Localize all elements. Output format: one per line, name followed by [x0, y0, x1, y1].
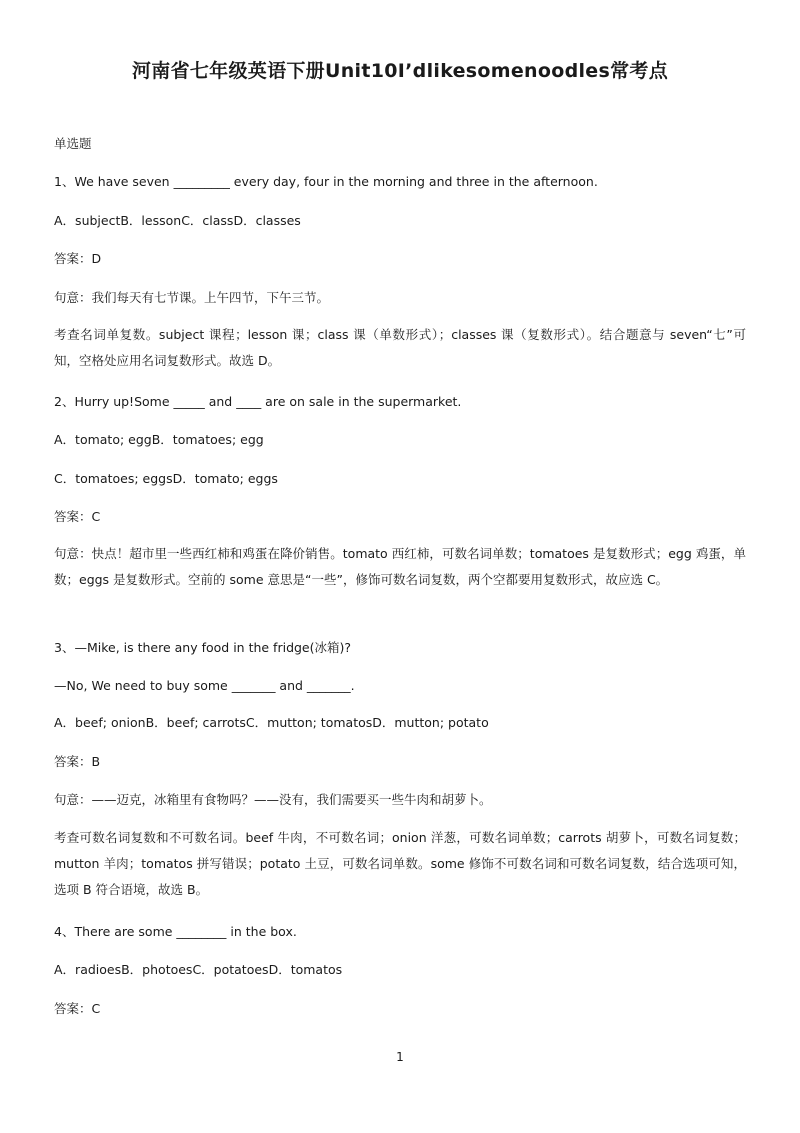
question-4-answer: 答案：C [54, 1001, 101, 1016]
question-2-answer: 答案：C [54, 509, 101, 524]
question-3: 3、—Mike, is there any food in the fridge(冰箱)? [54, 640, 352, 655]
question-4-options: A．radioesB．photoesC．potatoesD．tomatos [54, 962, 343, 977]
question-2-options-line2: C．tomatoes; eggsD．tomato; eggs [54, 471, 278, 486]
question-1-answer: 答案：D [54, 251, 102, 266]
section-label: 单选题 [54, 136, 92, 151]
question-2: 2、Hurry up!Some _____ and ____ are on sale in the supermarket. [54, 394, 462, 409]
page-title: 河南省七年级英语下册Unit10I’dlikesomenoodles常考点 [131, 60, 668, 82]
question-3-meaning: 句意：——迈克，冰箱里有食物吗？——没有，我们需要买一些牛肉和胡萝卜。 [54, 792, 492, 807]
question-1-options: A．subjectB．lessonC．classD．classes [54, 213, 301, 228]
question-1-analysis: 考查名词单复数。subject 课程；lesson 课；class 课（单数形式）；classes 课（复数形式）。结合题意与 seven“七”可知，空格处应用名词复数形式。故选 D。 [54, 327, 746, 368]
question-3-analysis: 考查可数名词复数和不可数名词。beef 牛肉，不可数名词；onion 洋葱，可数名词单数；carrots 胡萝卜，可数名词复数；mutton 羊肉；tomatos 拼写错误；potato 土豆，可数名词单数。some 修饰不可数名词和可数名词复数，结合选项可知，选项 B 符合语境，故选 B。 [54, 830, 746, 897]
question-3-answer: 答案：B [54, 754, 101, 769]
question-4: 4、There are some ________ in the box. [54, 924, 297, 939]
question-1-meaning: 句意：我们每天有七节课。上午四节，下午三节。 [54, 290, 330, 305]
question-3-line2: —No, We need to buy some _______ and _______. [54, 678, 355, 693]
page-number: 1 [396, 1050, 404, 1064]
question-2-options-line1: A．tomato; eggB．tomatoes; egg [54, 432, 264, 447]
question-2-meaning: 句意：快点！超市里一些西红柿和鸡蛋在降价销售。tomato 西红柿，可数名词单数；tomatoes 是复数形式；egg 鸡蛋，单数；eggs 是复数形式。空前的 some 意思是“一些”，修饰可数名词复数，两个空都要用复数形式，故应选 C。 [54, 546, 746, 587]
question-3-options: A．beef; onionB．beef; carrotsC．mutton; tomatosD．mutton; potato [54, 715, 489, 730]
question-1: 1、We have seven _________ every day, four in the morning and three in the afternoon. [54, 174, 598, 189]
